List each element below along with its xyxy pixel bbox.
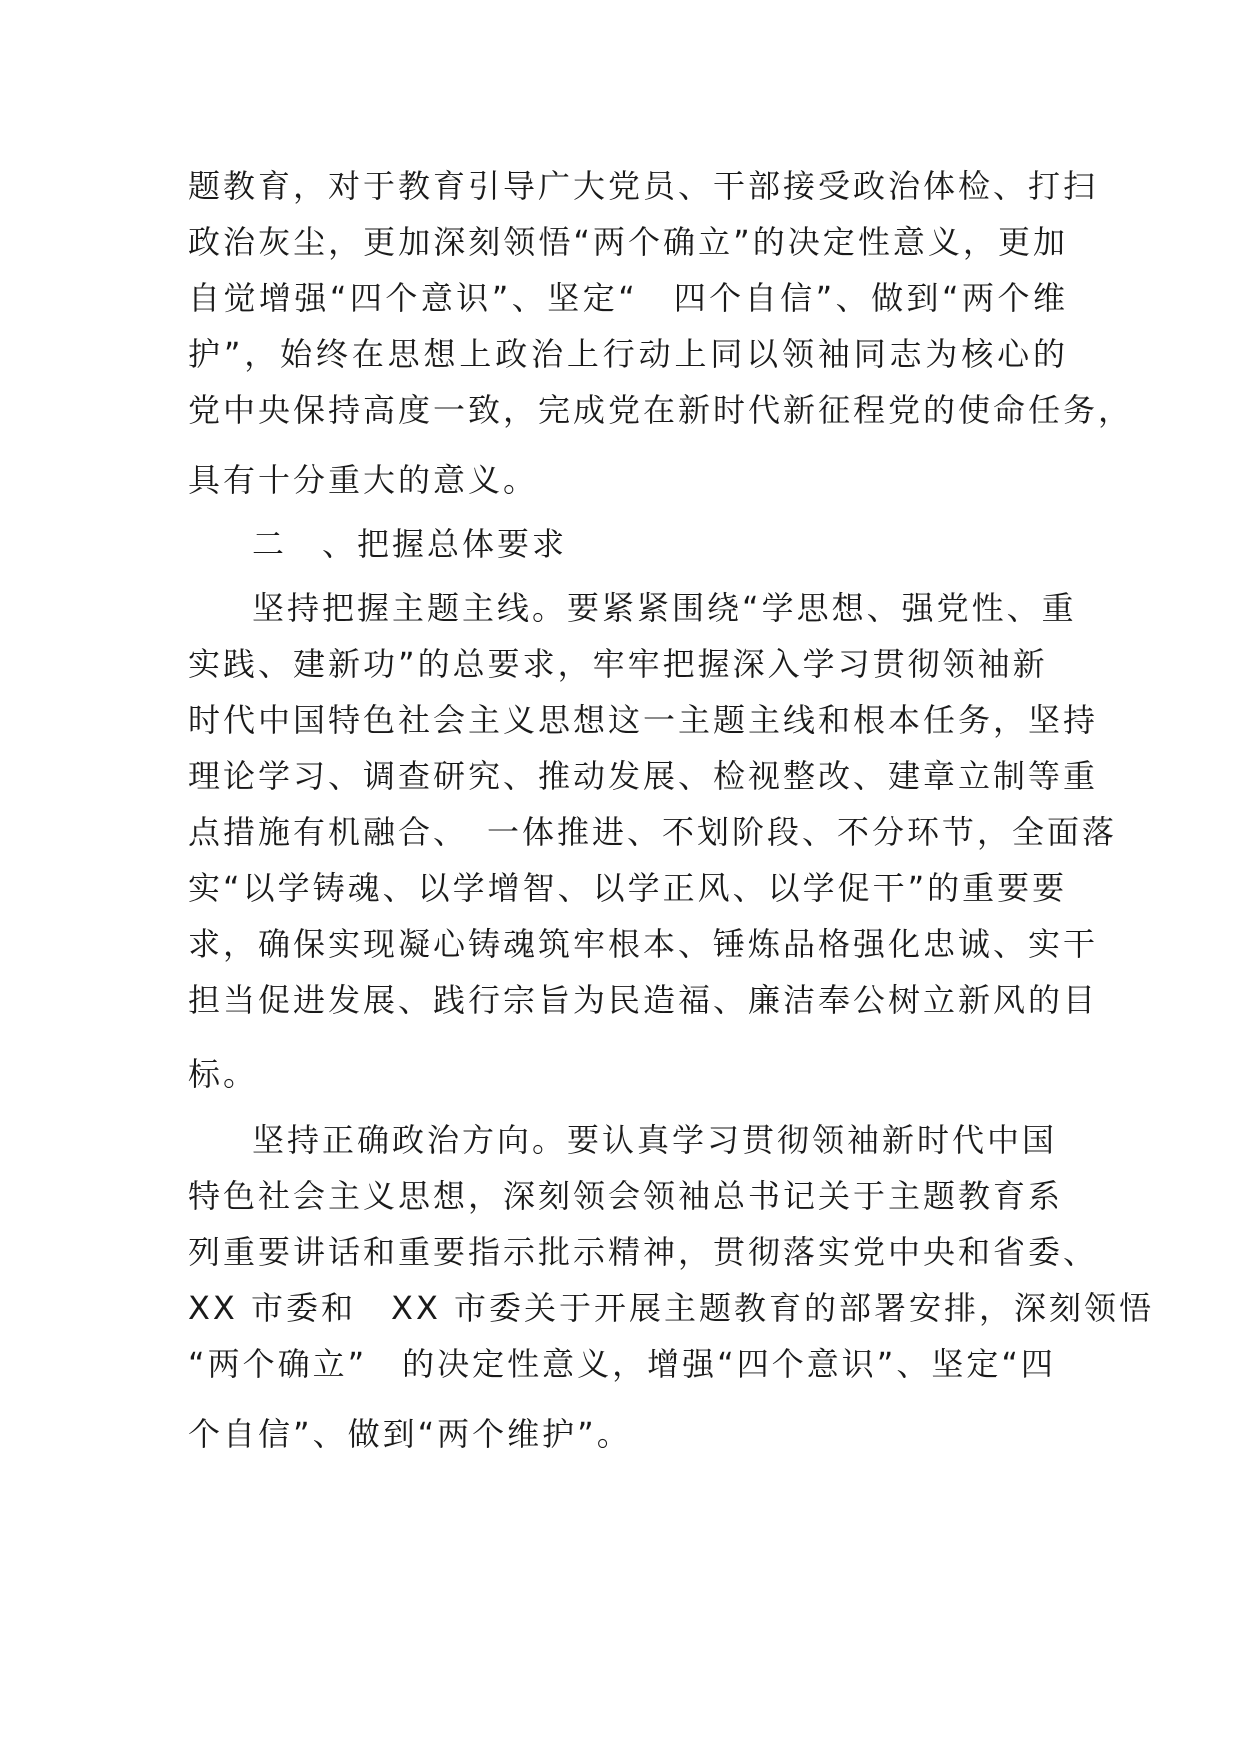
paragraph-line: 政治灰尘，更加深刻领悟“两个确立”的决定性意义，更加 bbox=[188, 223, 1068, 261]
paragraph-line: XX 市委和 XX 市委关于开展主题教育的部署安排，深刻领悟 bbox=[188, 1289, 1155, 1327]
paragraph-line: 担当促进发展、践行宗旨为民造福、廉洁奉公树立新风的目 bbox=[188, 981, 1099, 1019]
paragraph-line: 个自信”、做到“两个维护”。 bbox=[188, 1415, 632, 1453]
paragraph-line: 特色社会主义思想，深刻领会领袖总书记关于主题教育系 bbox=[188, 1177, 1064, 1215]
paragraph-line: 题教育，对于教育引导广大党员、干部接受政治体检、打扫 bbox=[188, 167, 1099, 205]
paragraph-line: 标。 bbox=[188, 1055, 259, 1093]
paragraph-line: 实“以学铸魂、以学增智、以学正风、以学促干”的重要要 bbox=[188, 869, 1068, 907]
paragraph-line: 点措施有机融合、 一体推进、不划阶段、不分环节，全面落 bbox=[188, 813, 1118, 851]
paragraph-line: 实践、建新功”的总要求，牢牢把握深入学习贯彻领袖新 bbox=[188, 645, 1048, 683]
paragraph-line: 理论学习、调查研究、推动发展、检视整改、建章立制等重 bbox=[188, 757, 1099, 795]
paragraph-line: 求，确保实现凝心铸魂筑牢根本、锤炼品格强化忠诚、实干 bbox=[188, 925, 1099, 963]
paragraph-line: “两个确立” 的决定性意义，增强“四个意识”、坚定“四 bbox=[188, 1345, 1056, 1383]
section-heading: 二 、把握总体要求 bbox=[252, 525, 568, 563]
paragraph-line: 具有十分重大的意义。 bbox=[188, 461, 539, 499]
paragraph-line: 护”，始终在思想上政治上行动上同以领袖同志为核心的 bbox=[188, 335, 1068, 373]
paragraph-line: 时代中国特色社会主义思想这一主题主线和根本任务，坚持 bbox=[188, 701, 1099, 739]
paragraph-line: 列重要讲话和重要指示批示精神，贯彻落实党中央和省委、 bbox=[188, 1233, 1099, 1271]
paragraph-line: 党中央保持高度一致，完成党在新时代新征程党的使命任务， bbox=[188, 391, 1134, 429]
paragraph-line: 坚持把握主题主线。要紧紧围绕“学思想、强党性、重 bbox=[252, 589, 1077, 627]
paragraph-line: 自觉增强“四个意识”、坚定“ 四个自信”、做到“两个维 bbox=[188, 279, 1068, 317]
paragraph-line: 坚持正确政治方向。要认真学习贯彻领袖新时代中国 bbox=[252, 1121, 1058, 1159]
